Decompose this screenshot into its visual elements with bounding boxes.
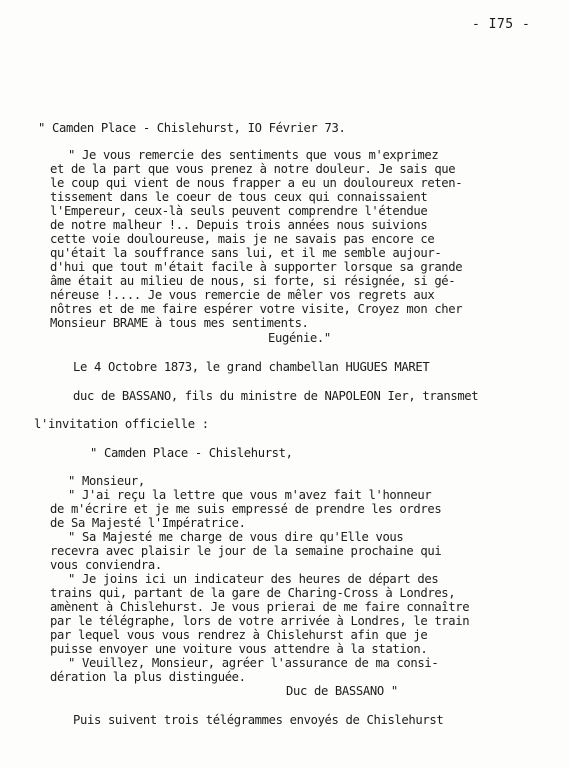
letter-salutation: " Monsieur, [68,474,145,488]
text-line: " Sa Majesté me charge de vous dire qu'Elle vous [68,530,404,544]
text-line: de Sa Majesté l'Impératrice. [50,516,246,530]
narrative-line: duc de BASSANO, fils du ministre de NAPOLEON Ier, transmet [73,389,479,403]
text-line: vous conviendra. [50,558,162,572]
letter-signature: Eugénie." [268,331,331,345]
text-line: d'hui que tout m'était facile à supporter lorsque sa grande [50,260,463,274]
narrative-line: Le 4 Octobre 1873, le grand chambellan HUGUES MARET [73,360,430,374]
text-line: amènent à Chislehurst. Je vous prierai de me faire connaître [50,600,470,614]
text-line: trains qui, partant de la gare de Charing-Cross à Londres, [50,586,456,600]
page-number: - I75 - [472,17,531,32]
text-line: l'Empereur, ceux-là seuls peuvent comprendre l'étendue [50,204,428,218]
letter-heading: " Camden Place - Chislehurst, IO Février 73. [38,121,346,135]
closing-line: Puis suivent trois télégrammes envoyés de Chislehurst [73,713,444,727]
text-line: de m'écrire et je me suis empressé de prendre les ordres [50,502,442,516]
text-line: recevra avec plaisir le jour de la semaine prochaine qui [50,544,442,558]
text-line: qu'était la souffrance sans lui, et il me semble aujour- [50,246,442,260]
text-line: Monsieur BRAME à tous mes sentiments. [50,316,309,330]
letter-signature: Duc de BASSANO " [286,684,398,698]
text-line: le coup qui vient de nous frapper a eu un douloureux reten- [50,176,463,190]
letter-heading: " Camden Place - Chislehurst, [90,446,293,460]
text-line: cette voie douloureuse, mais je ne savais pas encore ce [50,232,435,246]
narrative-line: l'invitation officielle : [34,417,209,431]
text-line: " Veuillez, Monsieur, agréer l'assurance de ma consi- [68,656,439,670]
text-line: nôtres et de me faire espérer votre visite, Croyez mon cher [50,302,463,316]
text-line: puisse envoyer une voiture vous attendre à la station. [50,642,428,656]
text-line: âme était au milieu de nous, si forte, si résignée, si gé- [50,274,456,288]
text-line: néreuse !.... Je vous remercie de mêler vos regrets aux [50,288,435,302]
text-line: " J'ai reçu la lettre que vous m'avez fait l'honneur [68,488,432,502]
text-line: et de la part que vous prenez à notre douleur. Je sais que [50,162,456,176]
text-line: par le télégraphe, lors de votre arrivée à Londres, le train [50,614,470,628]
text-line: tissement dans le coeur de tous ceux qui connaissaient [50,190,428,204]
text-line: dération la plus distinguée. [50,670,246,684]
text-line: par lequel vous vous rendrez à Chislehurst afin que je [50,628,428,642]
text-line: " Je joins ici un indicateur des heures de départ des [68,572,439,586]
text-line: de notre malheur !.. Depuis trois années nous suivions [50,218,428,232]
text-line: " Je vous remercie des sentiments que vous m'exprimez [68,148,439,162]
